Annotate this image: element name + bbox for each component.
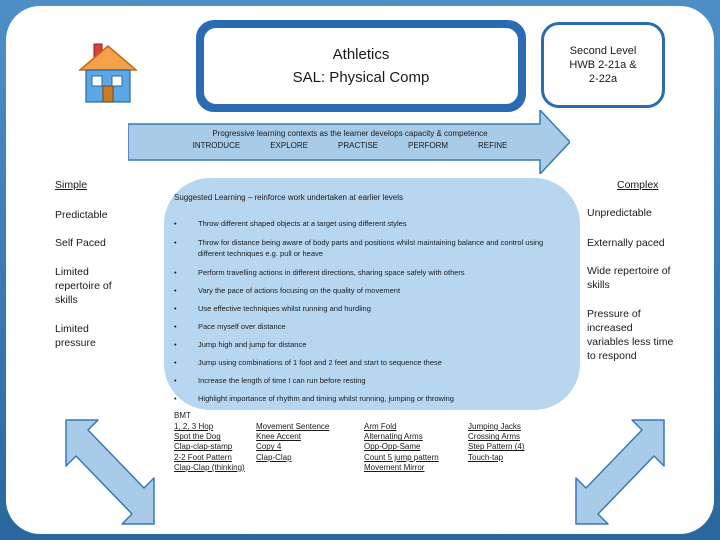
bullet-marker: • bbox=[174, 238, 177, 247]
home-icon[interactable] bbox=[76, 40, 140, 106]
list-item bbox=[172, 218, 552, 229]
list-item-text: Pace myself over distance bbox=[198, 322, 286, 331]
list-item bbox=[172, 303, 552, 314]
label-complex: Complex bbox=[617, 179, 659, 191]
bullet-marker: • bbox=[174, 219, 177, 228]
stage-refine: REFINE bbox=[478, 141, 508, 150]
bmt-activity[interactable]: Movement Mirror bbox=[364, 462, 425, 472]
bullet-marker: • bbox=[174, 286, 177, 295]
label-pressure: Pressure of increased variables less time to respond bbox=[587, 308, 674, 362]
right-double-arrow-icon bbox=[572, 412, 672, 532]
bmt-activity[interactable]: Jumping Jacks bbox=[468, 422, 521, 431]
list-item-text: Jump high and jump for distance bbox=[198, 340, 307, 349]
bmt-activity[interactable]: Crossing Arms bbox=[468, 432, 521, 442]
level-line-3: 2-22a bbox=[588, 73, 618, 85]
list-item bbox=[172, 393, 552, 404]
list-item-text: Increase the length of time I can run before resting bbox=[198, 376, 366, 385]
list-item-text: Throw different shaped objects at a target using different styles bbox=[198, 219, 407, 228]
title-box bbox=[196, 20, 526, 112]
suggested-learning-heading: Suggested Learning – reinforce work undertaken at earlier levels bbox=[174, 193, 404, 202]
label-externally-paced: Externally paced bbox=[587, 237, 665, 249]
list-item bbox=[172, 321, 552, 332]
list-item bbox=[172, 357, 552, 368]
label-limited-repertoire: Limited repertoire of skills bbox=[55, 266, 112, 306]
list-item-text: Jump using combinations of 1 foot and 2 feet and start to sequence these bbox=[198, 358, 442, 367]
bmt-activity[interactable]: 1, 2, 3 Hop bbox=[174, 422, 214, 431]
stage-explore: EXPLORE bbox=[270, 141, 308, 150]
bmt-column-1 bbox=[174, 422, 245, 473]
bmt-activity[interactable]: Touch-tap bbox=[468, 452, 504, 462]
bullet-marker: • bbox=[174, 340, 177, 349]
page-title: Athletics bbox=[332, 46, 390, 63]
bullet-marker: • bbox=[174, 322, 177, 331]
bmt-activity[interactable]: Alternating Arms bbox=[364, 432, 423, 442]
bmt-column-3 bbox=[364, 422, 439, 473]
list-item-text: Perform travelling actions in different directions, sharing space safely with others bbox=[198, 268, 465, 277]
stage-practise: PRACTISE bbox=[338, 141, 379, 150]
bmt-activity[interactable]: Opp-Opp-Same bbox=[364, 442, 421, 452]
list-item-text: Highlight importance of rhythm and timing whilst running, jumping or throwing bbox=[198, 394, 454, 403]
bullet-marker: • bbox=[174, 304, 177, 313]
bullet-marker: • bbox=[174, 394, 177, 403]
list-item bbox=[172, 375, 552, 386]
bmt-column-2 bbox=[256, 422, 329, 463]
label-self-paced: Self Paced bbox=[55, 237, 106, 249]
bmt-activity[interactable]: Movement Sentence bbox=[256, 422, 330, 431]
bmt-activity[interactable]: Step Pattern (4) bbox=[468, 442, 525, 452]
list-item bbox=[172, 285, 552, 296]
bullet-marker: • bbox=[174, 376, 177, 385]
list-item-text: Throw for distance being aware of body parts and positions whilst maintaining balance and control using different techniques e.g. pull or heave bbox=[198, 238, 544, 258]
list-item-text: Vary the pace of actions focusing on the quality of movement bbox=[198, 286, 401, 295]
bmt-activity[interactable]: 2-2 Foot Pattern bbox=[174, 452, 232, 462]
bmt-activity[interactable]: Spot the Dog bbox=[174, 432, 221, 442]
bmt-activity[interactable]: Knee Accent bbox=[256, 432, 301, 442]
level-line-1: Second Level bbox=[569, 45, 637, 57]
bmt-activity[interactable]: Copy 4 bbox=[256, 442, 282, 452]
list-item bbox=[172, 237, 552, 259]
label-simple: Simple bbox=[55, 179, 88, 191]
stage-introduce: INTRODUCE bbox=[192, 141, 241, 150]
curriculum-level-box bbox=[541, 22, 665, 108]
progression-banner-text bbox=[150, 128, 550, 152]
label-predictable: Predictable bbox=[55, 209, 108, 221]
label-unpredictable: Unpredictable bbox=[587, 207, 652, 219]
bmt-heading: BMT bbox=[174, 411, 191, 420]
bmt-activity[interactable]: Arm Fold bbox=[364, 422, 397, 431]
bmt-activity[interactable]: Clap-Clap bbox=[256, 452, 292, 462]
bullet-marker: • bbox=[174, 268, 177, 277]
label-wide-repertoire: Wide repertoire of skills bbox=[587, 265, 671, 291]
level-line-2: HWB 2-21a & bbox=[569, 59, 637, 71]
label-limited-pressure: Limited pressure bbox=[55, 323, 96, 349]
bmt-activity[interactable]: Clap-clap-stamp bbox=[174, 442, 233, 452]
progression-caption: Progressive learning contexts as the learner develops capacity & competence bbox=[212, 129, 488, 138]
list-item bbox=[172, 267, 552, 278]
bmt-activity[interactable]: Clap-Clap (thinking) bbox=[174, 462, 245, 472]
bullet-marker: • bbox=[174, 358, 177, 367]
page-subtitle: SAL: Physical Comp bbox=[292, 69, 430, 86]
bmt-column-4 bbox=[468, 422, 524, 463]
left-double-arrow-icon bbox=[58, 412, 158, 532]
stage-perform: PERFORM bbox=[408, 141, 449, 150]
bmt-activity[interactable]: Count 5 jump pattern bbox=[364, 452, 439, 462]
list-item-text: Use effective techniques whilst running and hurdling bbox=[198, 304, 371, 313]
list-item bbox=[172, 339, 552, 350]
